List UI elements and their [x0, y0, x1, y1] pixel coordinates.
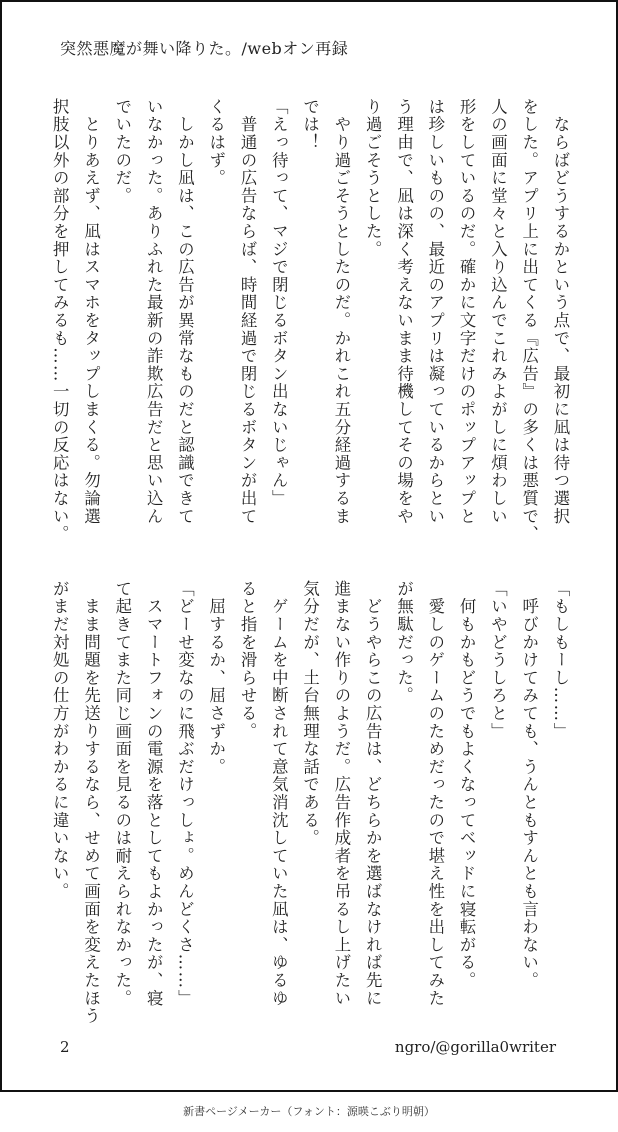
body-text-lower: 「もしもーし……」 呼びかけてみても、うんともすんとも言わない。 「いやどうしろと」 何もかもどうでもよくなってベッドに寝転がる。 愛しのゲームのためだったので堪え性を出してみた が無駄だった。 どうやらこの広告は、どちらかを選ばなければ先に 進まない作りのようだ。広告作成者を吊るし上げたい 気分だが、土台無理な話である。 ゲームを中断されて意気消沈していた凪は、ゆるゆ ると指を滑らせる。 屈するか、屈さずか。 「どーせ変なのに飛ぶだけっしょ。めんどくさ……」 スマートフォンの電源を落としてもよかったが、寝 て起きてまた同じ画面を見るのは耐えられなかった。 まま問題を先送りするなら、せめて画面を変えたほう がまだ対処の仕方がわかるに違いない。 — [50, 580, 570, 1025]
author-handle: ngro/@gorilla0writer — [394, 1038, 556, 1056]
page-number: 2 — [60, 1038, 70, 1056]
page-title: 突然悪魔が舞い降りた。/webオン再録 — [60, 39, 349, 58]
footer-credit: 新書ページメーカー（フォント：源暎こぶり明朝） — [183, 1105, 435, 1118]
body-text-upper: ならばどうするかという点で、最初に凪は待つ選択 をした。アプリ上に出てくる『広告』の多くは悪質で、 人の画面に堂々と入り込んでこれみよがしに煩わしい 形をしているのだ。確かに文字だけのポップアップと は珍しいものの、最近のアプリは凝っているからとい う理由で、凪は深く考えないまま待機してその場をや り過ごそうとした。 やり過ごそうとしたのだ。かれこれ五分経過するま では！ 「えっ待って、マジで閉じるボタン出ないじゃん」 普通の広告ならば、時間経過で閉じるボタンが出て くるはず。 しかし凪は、この広告が異常なものだと認識できて いなかった。ありふれた最新の詐欺広告だと思い込ん でいたのだ。 とりあえず、凪はスマホをタップしまくる。勿論選 択肢以外の部分を押してみるも……一切の反応はない。 — [50, 98, 570, 543]
